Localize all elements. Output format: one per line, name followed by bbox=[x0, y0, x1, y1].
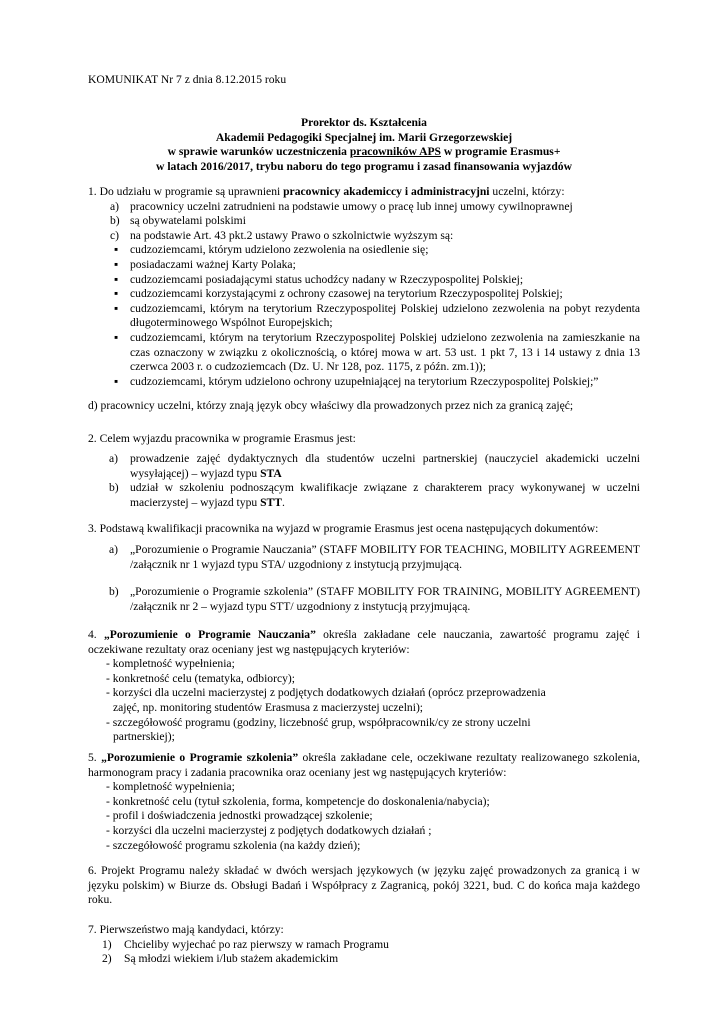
list-item: 2) Są młodzi wiekiem i/lub stażem akademickim bbox=[102, 952, 339, 966]
criteria-item: - konkretność celu (tematyka, odbiorcy); bbox=[106, 671, 295, 685]
section-3-item-b: b) „Porozumienie o Programie szkolenia” (STAFF MOBILITY FOR TRAINING, MOBILITY AGREEMENT) /załącznik nr 2 – wyjazd typu STT/ uzgodniony z instytucją przyjmującą. bbox=[109, 585, 640, 613]
section-2-list bbox=[88, 452, 640, 510]
section-1 bbox=[88, 185, 640, 389]
criteria-item: - korzyści dla uczelni macierzystej z podjętych dodatkowych działań ; bbox=[106, 823, 432, 837]
square-bullet-icon: ▪ bbox=[114, 257, 119, 271]
criteria-item-continuation: partnerskiej); bbox=[113, 730, 175, 744]
criteria-item: - kompletność wypełnienia; bbox=[106, 657, 235, 671]
section-3-item-a: a) „Porozumienie o Programie Nauczania” (STAFF MOBILITY FOR TEACHING, MOBILITY AGREEMENT /załącznik nr 1 wyjazd typu STA/ uzgodniony z instytucją przyjmującą. bbox=[109, 543, 640, 571]
list-item: a) prowadzenie zajęć dydaktycznych dla studentów uczelni partnerskiej (nauczyciel akademicki uczelni wysyłającej) – wyjazd typu STA bbox=[109, 452, 640, 480]
criteria-item: - konkretność celu (tytuł szkolenia, forma, kompetencje do doskonalenia/nabycia); bbox=[106, 794, 490, 808]
section-4-intro: 4. „Porozumienie o Programie Nauczania” określa zakładane cele nauczania, zawartość programu zajęć i oczekiwane rezultaty oraz oceniany jest wg następujących kryteriów: bbox=[88, 628, 640, 656]
section-6: 6. Projekt Programu należy składać w dwóch wersjach językowych (w języku zajęć prowadzonych za granicą i w języku polskim) w Biurze ds. Obsługi Badań i Współpracy z Zagranicą, pokój 3221, bud. C do końca maja każdego roku. bbox=[88, 864, 640, 907]
bullet-item: ▪ cudzoziemcami korzystającymi z ochrony czasowej na terytorium Rzeczypospolitej Polskiej; bbox=[114, 287, 563, 301]
bullet-item: ▪ cudzoziemcami, którym na terytorium Rzeczypospolitej Polskiej udzielono zezwolenia na zamieszkanie na czas oznaczony w związku z okolicznością, o której mowa w art. 53 ust. 1 pkt 7, 13 i 14 ustawy z dnia 13 czerwca 2003 r. o cudzoziemcach (Dz. U. Nr 128, poz. 1175, z późn. zm.1)); bbox=[114, 330, 640, 374]
square-bullet-icon: ▪ bbox=[114, 287, 119, 301]
bullet-item: ▪ posiadaczami ważnej Karty Polaka; bbox=[114, 257, 296, 271]
criteria-item: - szczegółowość programu szkolenia (na każdy dzień); bbox=[106, 838, 361, 852]
list-item: 1) Chcieliby wyjechać po raz pierwszy w ramach Programu bbox=[102, 937, 389, 951]
section-4 bbox=[88, 628, 640, 745]
criteria-item: - szczegółowość programu (godziny, liczebność grup, współpracownik/cy ze strony uczelni bbox=[106, 715, 531, 729]
section-3-intro: 3. Podstawą kwalifikacji pracownika na wyjazd w programie Erasmus jest ocena następujących dokumentów: bbox=[88, 522, 599, 535]
criteria-item-continuation: zajęć, np. monitoring studentów Erasmusa z macierzystej uczelni); bbox=[113, 700, 424, 714]
list-item: b) są obywatelami polskimi bbox=[110, 214, 246, 228]
bullet-item: ▪ cudzoziemcami, którym na terytorium Rzeczypospolitej Polskiej udzielono zezwolenia na pobyt rezydenta długoterminowego Wspólnot Europejskich; bbox=[114, 301, 640, 330]
title-line-4: w latach 2016/2017, trybu naboru do tego programu i zasad finansowania wyjazdów bbox=[156, 159, 572, 173]
bullet-item: ▪ cudzoziemcami, którym udzielono zezwolenia na osiedlenie się; bbox=[114, 243, 429, 257]
square-bullet-icon: ▪ bbox=[114, 374, 119, 388]
criteria-item: - kompletność wypełnienia; bbox=[106, 780, 235, 794]
title-line-2: Akademii Pedagogiki Specjalnej im. Marii Grzegorzewskiej bbox=[215, 130, 513, 144]
bullet-item: ▪ cudzoziemcami, którym udzielono ochrony uzupełniającej na terytorium Rzeczypospolitej Polskiej;” bbox=[114, 374, 599, 388]
square-bullet-icon: ▪ bbox=[114, 272, 119, 286]
komunikat-header: KOMUNIKAT Nr 7 z dnia 8.12.2015 roku bbox=[88, 73, 287, 86]
section-2-intro: 2. Celem wyjazdu pracownika w programie Erasmus jest: bbox=[88, 432, 356, 445]
list-item: c) na podstawie Art. 43 pkt.2 ustawy Prawo o szkolnictwie wyższym są: bbox=[110, 228, 454, 242]
bullet-item: ▪ cudzoziemcami posiadającymi status uchodźcy nadany w Rzeczypospolitej Polskiej; bbox=[114, 272, 524, 286]
document-title bbox=[88, 116, 640, 174]
section-7-intro: 7. Pierwszeństwo mają kandydaci, którzy: bbox=[88, 923, 284, 936]
square-bullet-icon: ▪ bbox=[114, 301, 119, 315]
title-line-1: Prorektor ds. Kształcenia bbox=[301, 116, 427, 129]
criteria-item: - profil i doświadczenia jednostki prowadzącej szkolenie; bbox=[106, 809, 373, 823]
section-5-intro: 5. „Porozumienie o Programie szkolenia” określa zakładane cele, oczekiwane rezultaty realizowanego szkolenia, harmonogram pracy i zadania pracownika oraz oceniany jest wg następujących kryteriów: bbox=[88, 751, 640, 779]
section-1-intro: 1. Do udziału w programie są uprawnieni pracownicy akademiccy i administracyjni uczelni, którzy: bbox=[88, 185, 565, 198]
underlined-aps-employees: pracowników APS bbox=[349, 145, 441, 159]
square-bullet-icon: ▪ bbox=[114, 330, 119, 344]
section-5 bbox=[88, 751, 640, 853]
section-7 bbox=[88, 923, 640, 967]
list-item: a) pracownicy uczelni zatrudnieni na podstawie umowy o pracę lub innej umowy cywilnoprawnej bbox=[110, 199, 573, 213]
list-item: b) udział w szkoleniu podnoszącym kwalifikacje związane z charakterem pracy wykonywanej w uczelni macierzystej – wyjazd typu STT. bbox=[109, 481, 640, 509]
square-bullet-icon: ▪ bbox=[114, 243, 119, 257]
section-1-item-d: d) pracownicy uczelni, którzy znają język obcy właściwy dla prowadzonych przez nich za granicą zajęć; bbox=[88, 399, 574, 412]
criteria-item: - korzyści dla uczelni macierzystej z podjętych dodatkowych działań (oprócz przeprowadzenia bbox=[106, 686, 546, 700]
title-line-3: w sprawie warunków uczestniczenia pracowników APS w programie Erasmus+ bbox=[167, 145, 561, 159]
